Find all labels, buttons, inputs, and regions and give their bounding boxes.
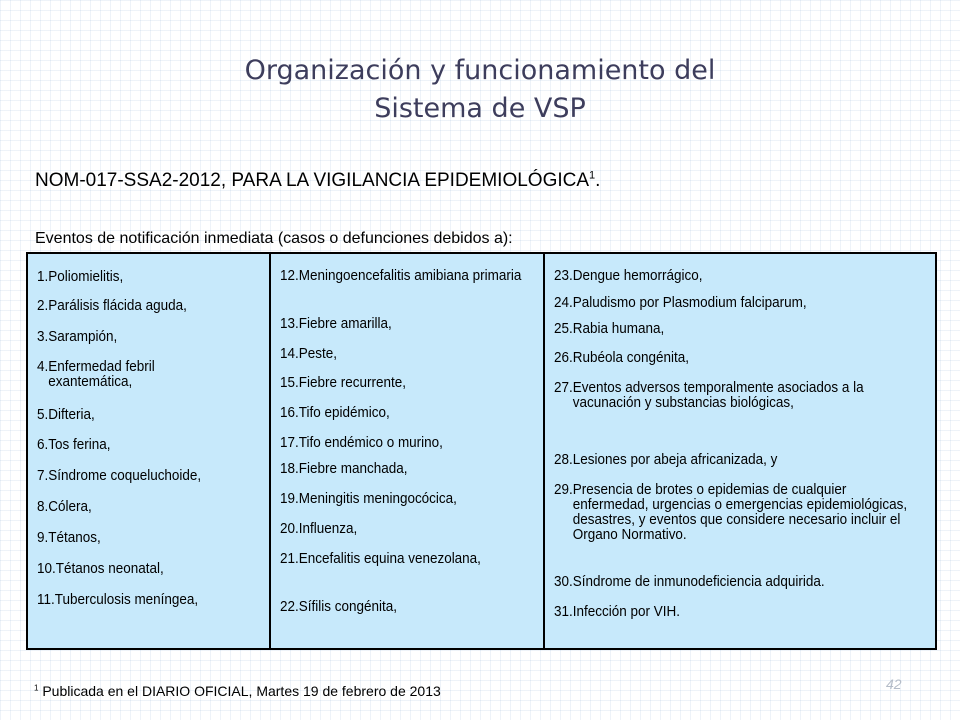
event-number: 19. [280,491,299,507]
event-item [554,453,907,468]
event-text: Fiebre manchada, [298,461,408,477]
event-text: Infección por VIH. [572,604,680,620]
event-item [280,600,524,615]
nom-footnote-mark: 1 [589,169,596,182]
event-item [554,605,907,620]
event-number: 7. [37,468,49,484]
event-item [554,483,907,543]
event-text: Encefalitis equina venezolana, [298,551,481,567]
event-number: 6. [37,437,49,453]
event-text: Peste, [298,346,337,362]
event-number: 12. [280,268,299,284]
event-text: Presencia de brotes o epidemias de cualquier enfermedad, urgencias o emergencias epidemiológicas, desastres, y eventos que considere necesario incluir el Organo Normativo. [572,482,908,543]
event-number: 30. [554,574,573,590]
event-text: Rubéola congénita, [572,350,689,366]
event-number: 3. [37,329,49,345]
event-number: 31. [554,604,573,620]
page-number: 42 [886,676,902,692]
event-item [37,562,228,577]
event-text: Tétanos neonatal, [55,561,164,577]
event-number: 17. [280,435,299,451]
event-number: 18. [280,461,299,477]
event-number: 2. [37,298,49,314]
event-text: Poliomielitis, [48,269,124,285]
event-number: 28. [554,452,573,468]
event-number: 29. [554,482,573,498]
event-item [37,438,228,453]
event-number: 21. [280,551,299,567]
footnote-mark: 1 [34,683,39,693]
event-item [280,376,524,391]
event-number: 1. [37,269,49,285]
event-text: Síndrome coqueluchoide, [48,468,202,484]
event-text: Eventos adversos temporalmente asociados a la vacunación y substancias biológicas, [572,380,864,411]
event-number: 27. [554,380,573,396]
event-item [554,296,907,311]
event-number: 8. [37,499,49,515]
event-item [280,552,524,567]
nom-text: NOM-017-SSA2-2012, PARA LA VIGILANCIA EPIDEMIOLÓGICA [35,170,590,191]
event-item [37,408,228,423]
event-number: 24. [554,295,573,311]
event-item [554,269,907,284]
event-text: Tifo endémico o murino, [298,435,443,451]
title-line-1: Organización y funcionamiento del [244,55,716,86]
event-item [37,593,228,608]
event-text: Lesiones por abeja africanizada, y [572,452,778,468]
event-text: Enfermedad febril exantemática, [48,359,155,390]
event-item [37,299,228,314]
event-text: Parálisis flácida aguda, [48,298,187,314]
event-text: Fiebre recurrente, [298,375,406,391]
event-item [280,462,524,477]
events-column-1 [28,254,271,648]
event-text: Fiebre amarilla, [298,316,392,332]
footnote [34,683,441,699]
event-item [37,531,228,546]
event-item [37,330,228,345]
event-text: Influenza, [298,521,358,537]
event-item [280,522,524,537]
event-text: Síndrome de inmunodeficiencia adquirida. [572,574,825,590]
event-text: Tos ferina, [48,437,111,453]
event-item [554,381,907,411]
eventos-heading: Eventos de notificación inmediata (casos o defunciones debidos a): [35,230,513,247]
event-item [280,347,524,362]
event-number: 10. [37,561,56,577]
footnote-text: Publicada en el DIARIO OFICIAL, Martes 19 de febrero de 2013 [38,683,441,699]
events-column-3 [545,254,935,648]
event-text: Cólera, [48,499,92,515]
event-item [280,492,524,507]
event-number: 25. [554,321,573,337]
event-item [37,500,228,515]
event-item [37,469,228,484]
event-text: Sarampión, [48,329,118,345]
slide-title [180,52,780,128]
event-number: 26. [554,350,573,366]
event-number: 11. [37,592,55,608]
nom-end: . [595,170,601,191]
event-number: 15. [280,375,299,391]
events-column-2 [271,254,545,648]
event-number: 20. [280,521,299,537]
event-text: Paludismo por Plasmodium falciparum, [572,295,807,311]
event-item [37,270,228,285]
event-number: 14. [280,346,299,362]
event-number: 23. [554,268,573,284]
event-number: 22. [280,599,299,615]
event-item [280,406,524,421]
event-item [554,575,907,590]
event-item [554,351,907,366]
event-text: Meningoencefalitis amibiana primaria [298,268,522,284]
event-text: Difteria, [48,407,95,423]
event-number: 16. [280,405,299,421]
event-item [554,322,907,337]
event-text: Rabia humana, [572,321,665,337]
event-text: Sífilis congénita, [298,599,397,615]
event-item [280,317,524,332]
event-number: 13. [280,316,299,332]
event-item [280,269,524,284]
event-number: 9. [37,530,49,546]
event-text: Meningitis meningocócica, [298,491,457,507]
event-text: Tétanos, [48,530,101,546]
nom-heading [35,170,600,192]
event-number: 4. [37,359,49,375]
event-item [37,360,228,390]
event-text: Tifo epidémico, [298,405,390,421]
event-item [280,436,524,451]
event-number: 5. [37,407,49,423]
event-text: Dengue hemorrágico, [572,268,703,284]
title-line-2: Sistema de VSP [374,93,586,124]
event-text: Tuberculosis meníngea, [54,592,199,608]
events-table [26,252,937,650]
